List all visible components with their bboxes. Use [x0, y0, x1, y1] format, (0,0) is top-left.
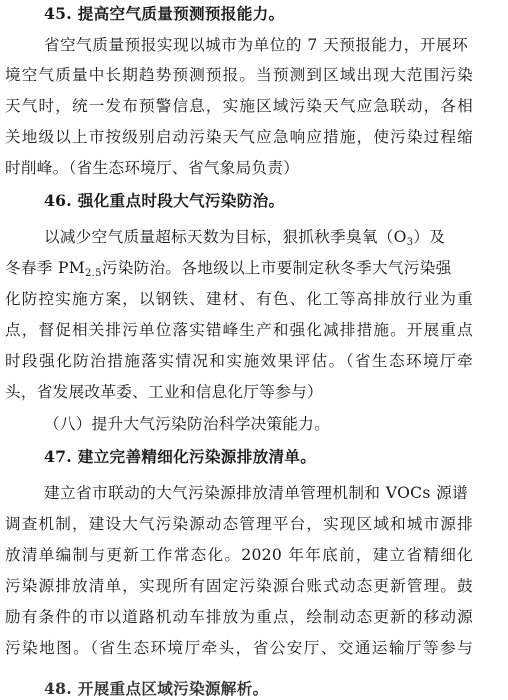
paragraph-line: 关地级以上市按级别启动污染天气应急响应措施，使污染过程缩: [5, 128, 473, 146]
paragraph-line: 境空气质量中长期趋势预测预报。当预测到区域出现大范围污染: [5, 66, 473, 84]
cutoff-next-heading: 48. 开展重点区域污染源解析。: [44, 679, 269, 698]
paragraph-line: 污染源排放清单，实现所有固定污染源台账式动态更新管理。鼓: [5, 577, 473, 595]
paragraph-line-pm25: 冬春季 $PM_{2.5}$污染防治。各地级以上市要制定秋冬季大气污染强: [5, 259, 452, 279]
paragraph-line: 调查机制，建设大气污染源动态管理平台，实现区域和城市源排: [5, 515, 473, 533]
paragraph-line: 放清单编制与更新工作常态化。2020 年年底前，建立省精细化: [5, 546, 473, 564]
paragraph-line: 省空气质量预报实现以城市为单位的 7 天预报能力，开展环: [44, 36, 468, 54]
section-heading-47: 47. 建立完善精细化污染源排放清单。: [44, 447, 317, 466]
section-heading-45: 45. 提高空气质量预测预报能力。: [44, 4, 285, 23]
subsection-heading-8: （八）提升大气污染防治科学决策能力。: [44, 415, 331, 433]
paragraph-line: 建立省市联动的大气污染源排放清单管理机制和 VOCs 源谱: [44, 484, 468, 502]
section-heading-46: 46. 强化重点时段大气污染防治。: [44, 191, 285, 210]
paragraph-line: 头，省发展改革委、工业和信息化厅等参与）: [5, 383, 323, 401]
paragraph-line: 污染地图。（省生态环境厅牵头，省公安厅、交通运输厅等参与: [5, 639, 473, 657]
paragraph-line: 天气时，统一发布预警信息，实施区域污染天气应急联动，各相: [5, 97, 473, 115]
paragraph-line: 化防控实施方案，以钢铁、建材、有色、化工等高排放行业为重: [5, 290, 473, 308]
paragraph-line: 时段强化防治措施落实情况和实施效果评估。（省生态环境厅牵: [5, 352, 473, 370]
paragraph-line: 点，督促相关排污单位落实错峰生产和强化减排措施。开展重点: [5, 321, 473, 339]
paragraph-line: 励有条件的市以道路机动车排放为重点，绘制动态更新的移动源: [5, 608, 473, 626]
paragraph-line: 时削峰。（省生态环境厅、省气象局负责）: [5, 159, 300, 177]
paragraph-line-ozone: 以减少空气质量超标天数为目标，狠抓秋季臭氧$(O_3)$及: [44, 228, 446, 248]
